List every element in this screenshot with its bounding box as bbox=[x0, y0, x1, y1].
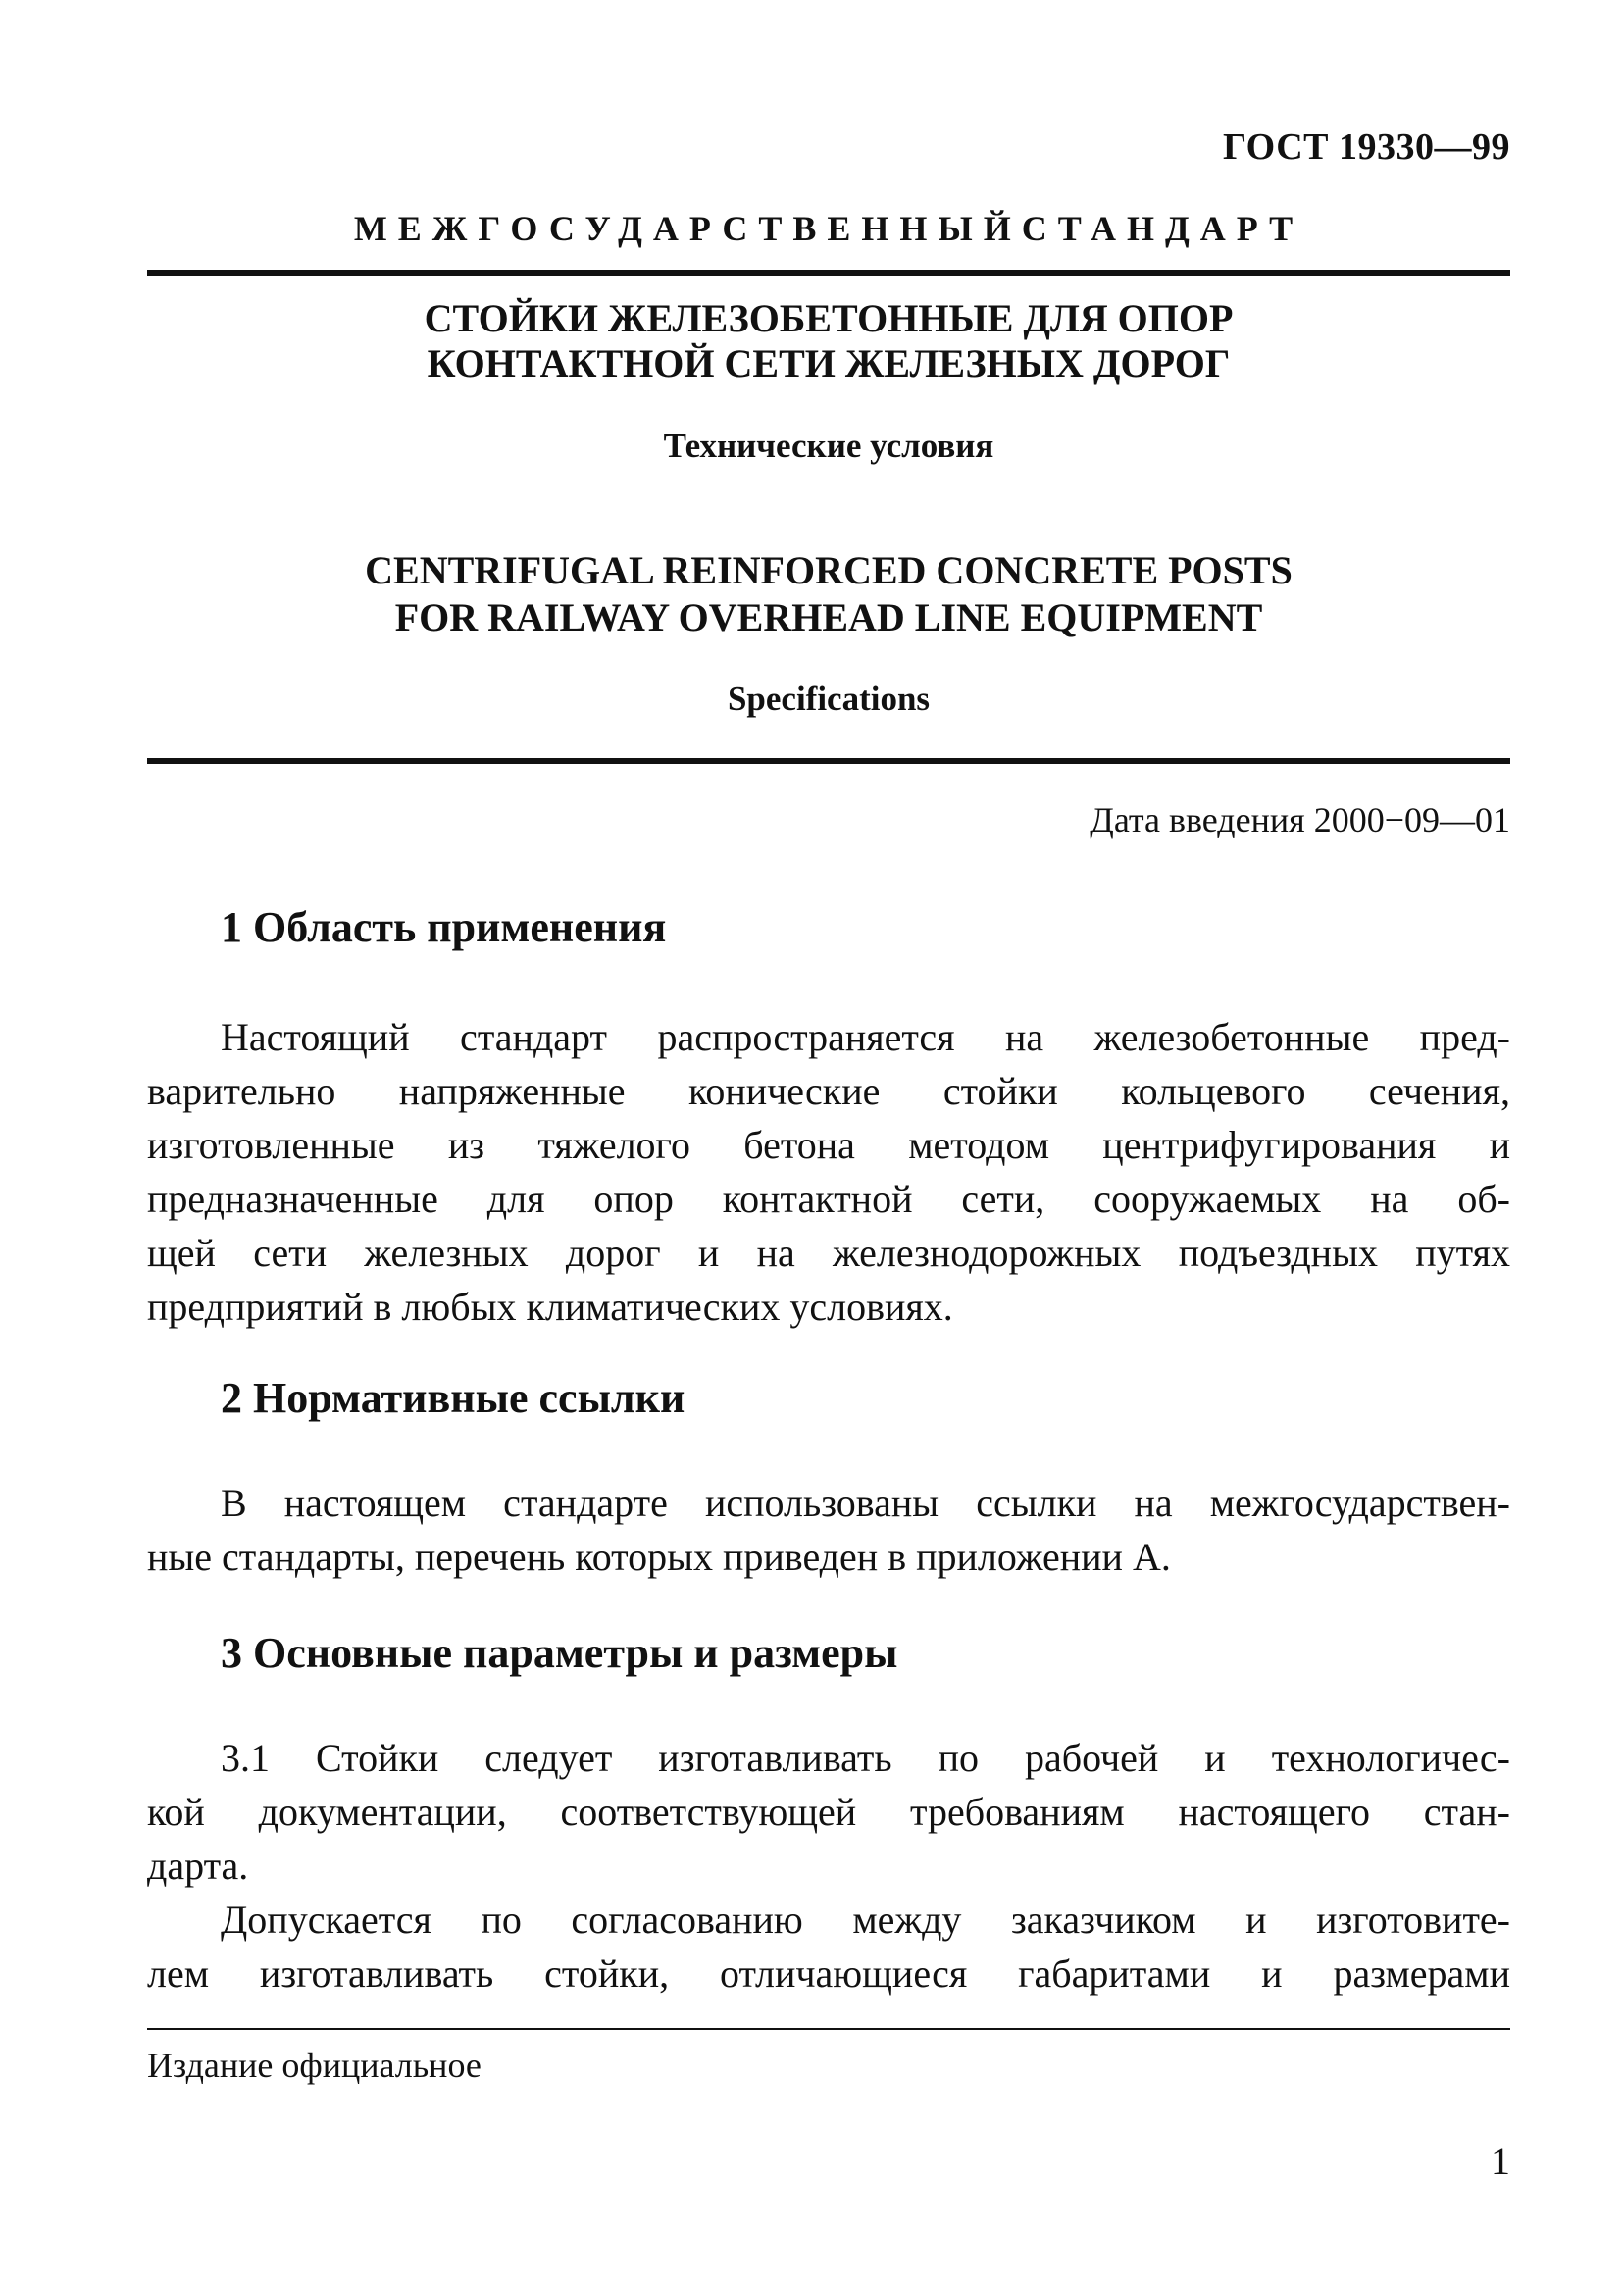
edition-note: Издание официальное bbox=[147, 2046, 482, 2085]
section-3-paragraph-1 bbox=[147, 1731, 1510, 1893]
subtitle-russian: Технические условия bbox=[663, 427, 994, 465]
section-3-line: 3.1 Стойки следует изготавливать по рабочей и технологичес- bbox=[221, 1736, 1510, 1780]
section-3-line: Допускается по согласованию между заказчиком и изготовите- bbox=[221, 1898, 1510, 1942]
section-1-line: Настоящий стандарт распространяется на железобетонные пред- bbox=[221, 1015, 1510, 1059]
title-english-line-2: FOR RAILWAY OVERHEAD LINE EQUIPMENT bbox=[394, 595, 1263, 639]
section-2-heading: 2 Нормативные ссылки bbox=[221, 1374, 685, 1422]
section-1-heading: 1 Область применения bbox=[221, 903, 667, 951]
section-2-line: ные стандарты, перечень которых приведен в приложении А. bbox=[147, 1535, 1171, 1579]
document-page bbox=[147, 0, 1510, 2282]
title-english bbox=[147, 547, 1510, 641]
section-3-line: дарта. bbox=[147, 1844, 249, 1888]
section-1-paragraph bbox=[147, 1010, 1510, 1334]
section-2-paragraph bbox=[147, 1476, 1510, 1584]
section-1-line: щей сети железных дорог и на железнодорожных подъездных путях bbox=[147, 1231, 1510, 1275]
title-english-line-1: CENTRIFUGAL REINFORCED CONCRETE POSTS bbox=[365, 548, 1293, 592]
document-code: ГОСТ 19330—99 bbox=[1222, 127, 1510, 168]
section-1-line: предприятий в любых климатических условиях. bbox=[147, 1285, 953, 1329]
top-rule bbox=[147, 270, 1510, 276]
section-3-paragraph-2 bbox=[147, 1893, 1510, 2001]
footer-rule bbox=[147, 2028, 1510, 2030]
title-russian bbox=[147, 296, 1510, 386]
section-1-line: варительно напряженные конические стойки кольцевого сечения, bbox=[147, 1069, 1510, 1113]
header-label: МЕЖГОСУДАРСТВЕННЫЙСТАНДАРТ bbox=[353, 209, 1304, 248]
section-1-line: изготовленные из тяжелого бетона методом центрифугирования и bbox=[147, 1123, 1510, 1167]
introduction-date: Дата введения 2000−09—01 bbox=[1090, 800, 1510, 839]
title-russian-line-2: КОНТАКТНОЙ СЕТИ ЖЕЛЕЗНЫХ ДОРОГ bbox=[427, 341, 1231, 385]
title-russian-line-1: СТОЙКИ ЖЕЛЕЗОБЕТОННЫЕ ДЛЯ ОПОР bbox=[424, 296, 1234, 340]
section-2-line: В настоящем стандарте использованы ссылки на межгосударствен- bbox=[221, 1481, 1510, 1525]
middle-rule bbox=[147, 758, 1510, 764]
section-1-line: предназначенные для опор контактной сети, сооружаемых на об- bbox=[147, 1177, 1510, 1221]
section-3-heading: 3 Основные параметры и размеры bbox=[221, 1629, 898, 1677]
section-3-line: лем изготавливать стойки, отличающиеся габаритами и размерами bbox=[147, 1952, 1510, 1996]
section-3-line: кой документации, соответствующей требованиям настоящего стан- bbox=[147, 1790, 1510, 1834]
subtitle-english: Specifications bbox=[727, 680, 931, 718]
page-number: 1 bbox=[1491, 2139, 1510, 2183]
